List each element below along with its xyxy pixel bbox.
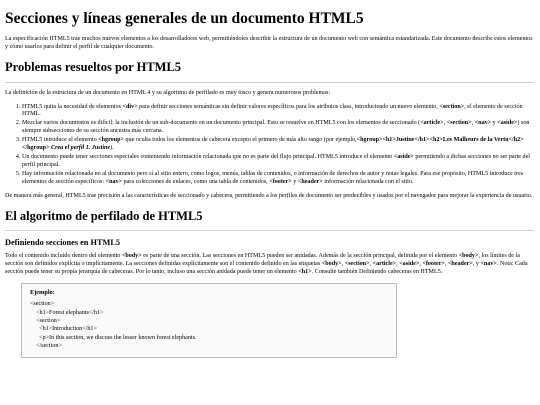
inline-code-term: <h1> xyxy=(298,269,312,276)
problems-list xyxy=(5,104,534,187)
inline-code-term: <aside> xyxy=(399,261,420,268)
inline-code-term: <body> xyxy=(121,253,142,260)
section-heading-algorithm: El algoritmo de perfilado de HTML5 xyxy=(5,208,203,223)
section-divider xyxy=(5,82,534,83)
subsection-heading-defining-sections: Definiendo secciones en HTML5 xyxy=(5,238,120,248)
section-heading-problems: Problemas resueltos por HTML5 xyxy=(5,59,182,74)
example-box xyxy=(21,283,397,357)
problems-list-item-1: 1. HTML5 quita la necesidad de elementos <div> para definir secciones semánticas sin definir valores específicos para los atributos class, introduciendo un nuevo elemento, <section>, el elemento de sección HTML. xyxy=(22,104,534,120)
inline-code-term: <div> xyxy=(122,103,138,110)
example-code: <section> <h1>Forest elephants</h1> <section> <h1>Introduction</h1> <p>In this section, we discuss the lesser known forest elephants. </section> xyxy=(30,301,197,350)
problems-list-item-5: 5. Hay información relacionada no al documento pero sí al sitio entero, como logos, menús, tablas de contenidos, o información de derechos de autor y notas legales. Para ese propósito, HTML5 introduce tres elementos de sección específicos: <nav> para colecciones de enlaces, como una tabla de contenidos, <footer> y <header> información relacionada con el sitio. xyxy=(22,171,534,187)
inline-code-term: <article> xyxy=(372,261,397,268)
example-title: Ejemplo: xyxy=(30,289,55,297)
inline-code-term: <nav> xyxy=(105,178,123,185)
problems-list-item-3: 3. HTML5 introduce el elemento <hgroup> que oculta todos los elementos de cabecera excepto el primero de más alto rango (por ejemplo,<hgroup><h1>Justine</h1><h2>Les Malheurs de la Vertu</h2></hgroup> Crea el perfil 1. Justine). xyxy=(22,137,534,153)
inline-code-term: <body> xyxy=(458,253,479,260)
inline-code-term: Crea el perfil 1. Justine xyxy=(51,145,111,152)
inline-code-term: <aside> xyxy=(497,120,518,127)
inline-code-term: <body> xyxy=(321,261,342,268)
inline-code-term: <article> xyxy=(420,120,444,127)
page-title: Secciones y líneas generales de un documento HTML5 xyxy=(5,10,364,27)
inline-code-term: <section> xyxy=(446,120,472,127)
inline-code-term: <footer> xyxy=(269,178,292,185)
inline-code-term: <section> xyxy=(439,103,465,110)
inline-code-term: <nav> xyxy=(480,261,497,268)
section-divider xyxy=(5,230,534,231)
inline-code-term: <header> xyxy=(447,261,473,268)
problems-intro-paragraph: La definición de la estructura de un documento en HTML 4 y su algoritmo de perfilado es muy tosco y genera numerosos problemas: xyxy=(5,89,331,96)
intro-paragraph: La especificación HTML5 trae muchos nuevos elementos a los desarrolladores web, permitiéndoles describir la estructura de un documento web con semántica estandarizada. Este documento describe estos elementos y cómo usarlos para definir el perfil de cualquier documento. xyxy=(5,36,533,50)
inline-code-term: <nav> xyxy=(474,120,492,127)
problems-list-item-2: 2. Mezclar varios documentos es difícil: la inclusión de un sub-documento en un documento principal. Esto se resuelve en HTML5 con los elementos de seccionado (<article>, <section>, <nav> y <aside>) son siempre subsecciones de su sección ancestra más cercana. xyxy=(22,120,534,136)
inline-code-term: <hgroup> xyxy=(98,137,124,144)
inline-code-term: <section> xyxy=(344,261,370,268)
inline-code-term: <footer> xyxy=(422,261,445,268)
inline-code-term: <hgroup><h1>Justine</h1><h2>Les Malheurs de la Vertu</h2></hgroup> xyxy=(22,137,524,152)
defining-sections-paragraph: Todo el contenido incluido dentro del elemento <body> es parte de una sección. Las secciones en HTML5 pueden ser anidadas. Además de la sección principal, definida por el elemento <body>, los límites de la sección son definidos explícita o implícitamente. La secciones definidas explícitamente son el contenido definido en las etiquetas <body>, <section>, <article>, <aside>, <footer>, <header>, y <nav>. Nota: Cada sección puede tener su propia jerarquía de cabeceras. Por lo tanto, incluso una sección anidada puede tener un elemento <h1>. Consulte también Definiendo cabeceras en HTML5. xyxy=(5,253,528,276)
problems-summary-paragraph: De manera más general, HTML5 trae precisión a las características de seccionado y cabecera, permitiendo a los perfiles de documento ser predecibles y usados por el navegador para mejorar la experiencia de usuario. xyxy=(5,192,533,199)
inline-code-term: <aside> xyxy=(393,154,414,161)
inline-code-term: <header> xyxy=(297,178,323,185)
problems-list-item-4: 4. Un documento puede tener secciones especiales conteniendo información relacionada que no es parte del flujo principal. HTML5 introduce el elemento <aside> permitiendo a dichas secciones no ser parte del perfil principal. xyxy=(22,154,534,170)
